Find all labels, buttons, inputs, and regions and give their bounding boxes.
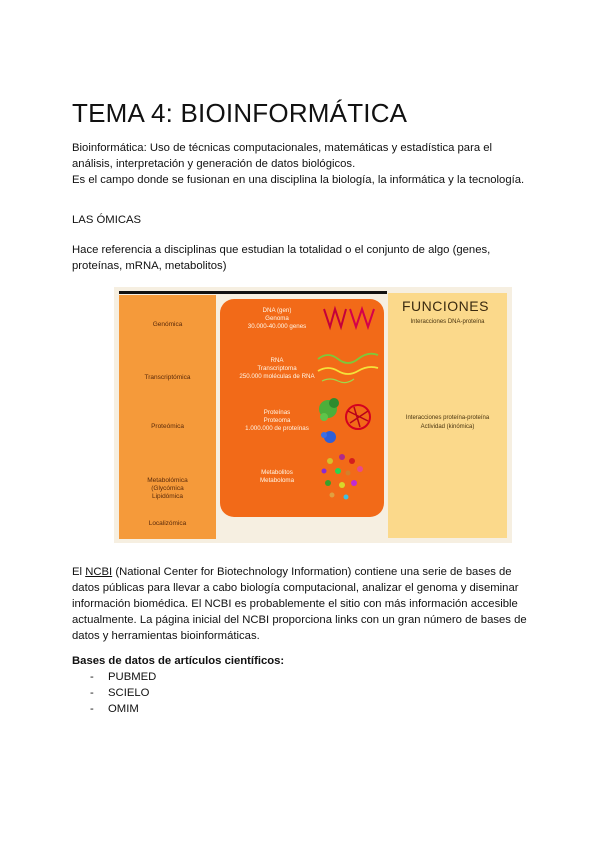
metabolite-illustration <box>322 454 364 500</box>
figure-top-line <box>119 291 387 294</box>
ncbi-line: actualmente. La página inicial del NCBI proporciona links con un gran número de bases de <box>72 614 527 626</box>
ncbi-pre: El <box>72 566 86 578</box>
label-proteomica: Proteómica <box>151 423 184 430</box>
genes-count: 30.000-40.000 genes <box>247 323 307 330</box>
ncbi-link[interactable]: NCBI <box>85 566 113 578</box>
ncbi-line: información biomédica. El NCBI es probablemente el sitio con más información accesible <box>72 598 518 610</box>
omics-left-column <box>119 295 216 539</box>
proteins-count: 1.000.000 de proteínas <box>245 425 309 432</box>
omics-illustrations <box>220 299 384 517</box>
proteinas-label: Proteínas <box>263 409 291 416</box>
dna-illustration <box>324 309 374 327</box>
funcion-kinomica: Actividad (kinómica) <box>420 424 475 430</box>
dna-label: DNA (gen) <box>262 307 292 314</box>
genoma-label: Genoma <box>265 315 289 322</box>
list-item: - PUBMED <box>90 671 157 683</box>
proteoma-label: Proteoma <box>263 417 291 424</box>
intro-line: Bioinformática: Uso de técnicas computacionales, matemáticas y estadística para el <box>72 142 493 154</box>
label-genomica: Genómica <box>152 321 183 328</box>
label-localizomica: Localizómica <box>148 520 187 527</box>
ncbi-line: datos y herramientas bioinformáticas. <box>72 630 260 642</box>
omics-figure <box>114 287 512 543</box>
label-lipidomica: Lipidómica <box>151 493 184 500</box>
label-glycomica: (Glycómica <box>151 485 184 492</box>
list-item-text: SCIELO <box>108 687 150 699</box>
omicas-line: Hace referencia a disciplinas que estudian la totalidad o el conjunto de algo (genes, <box>72 244 491 256</box>
ncbi-paragraph <box>72 564 532 644</box>
protein-illustration <box>319 398 370 443</box>
bases-heading: Bases de datos de artículos científicos: <box>72 655 285 667</box>
funcion-dna-proteina: Interacciones DNA-proteína <box>410 319 485 325</box>
omics-center-box <box>220 299 384 517</box>
transcriptoma-label: Transcriptoma <box>257 365 297 372</box>
list-item-text: PUBMED <box>108 671 157 683</box>
rna-illustration <box>318 354 378 383</box>
intro-paragraph <box>72 140 532 188</box>
funciones-title: FUNCIONES <box>402 298 489 314</box>
bases-list <box>90 669 156 717</box>
metaboloma-label: Metaboloma <box>259 477 295 484</box>
rna-label: RNA <box>270 357 284 364</box>
funcion-proteina-proteina: Interacciones proteína-proteína <box>405 415 490 421</box>
omicas-line: proteínas, mRNA, metabolitos) <box>72 260 227 272</box>
ncbi-line-rest: (National Center for Biotechnology Information) contiene una serie de bases de <box>112 566 512 578</box>
intro-line: Es el campo donde se fusionan en una disciplina la biología, la informática y la tecnología. <box>72 174 525 186</box>
intro-line: análisis, interpretación y generación de datos biológicos. <box>72 158 356 170</box>
ncbi-line: datos públicas para llevar a cabo biología computacional, analizar el genoma y diseminar <box>72 582 519 594</box>
page-title: TEMA 4: BIOINFORMÁTICA <box>72 98 408 128</box>
list-item: - OMIM <box>90 703 139 715</box>
ncbi-line <box>72 564 532 580</box>
label-metabolomica: Metabolómica <box>147 477 188 484</box>
rna-count: 250.000 moléculas de RNA <box>239 373 315 380</box>
omicas-heading: LAS ÓMICAS <box>72 214 142 226</box>
label-transcriptomica: Transcriptómica <box>144 374 191 381</box>
list-item-text: OMIM <box>108 703 139 715</box>
omicas-paragraph <box>72 242 532 274</box>
funciones-column <box>388 293 507 538</box>
list-item: - SCIELO <box>90 687 150 699</box>
metabolitos-label: Metabolitos <box>261 469 293 476</box>
